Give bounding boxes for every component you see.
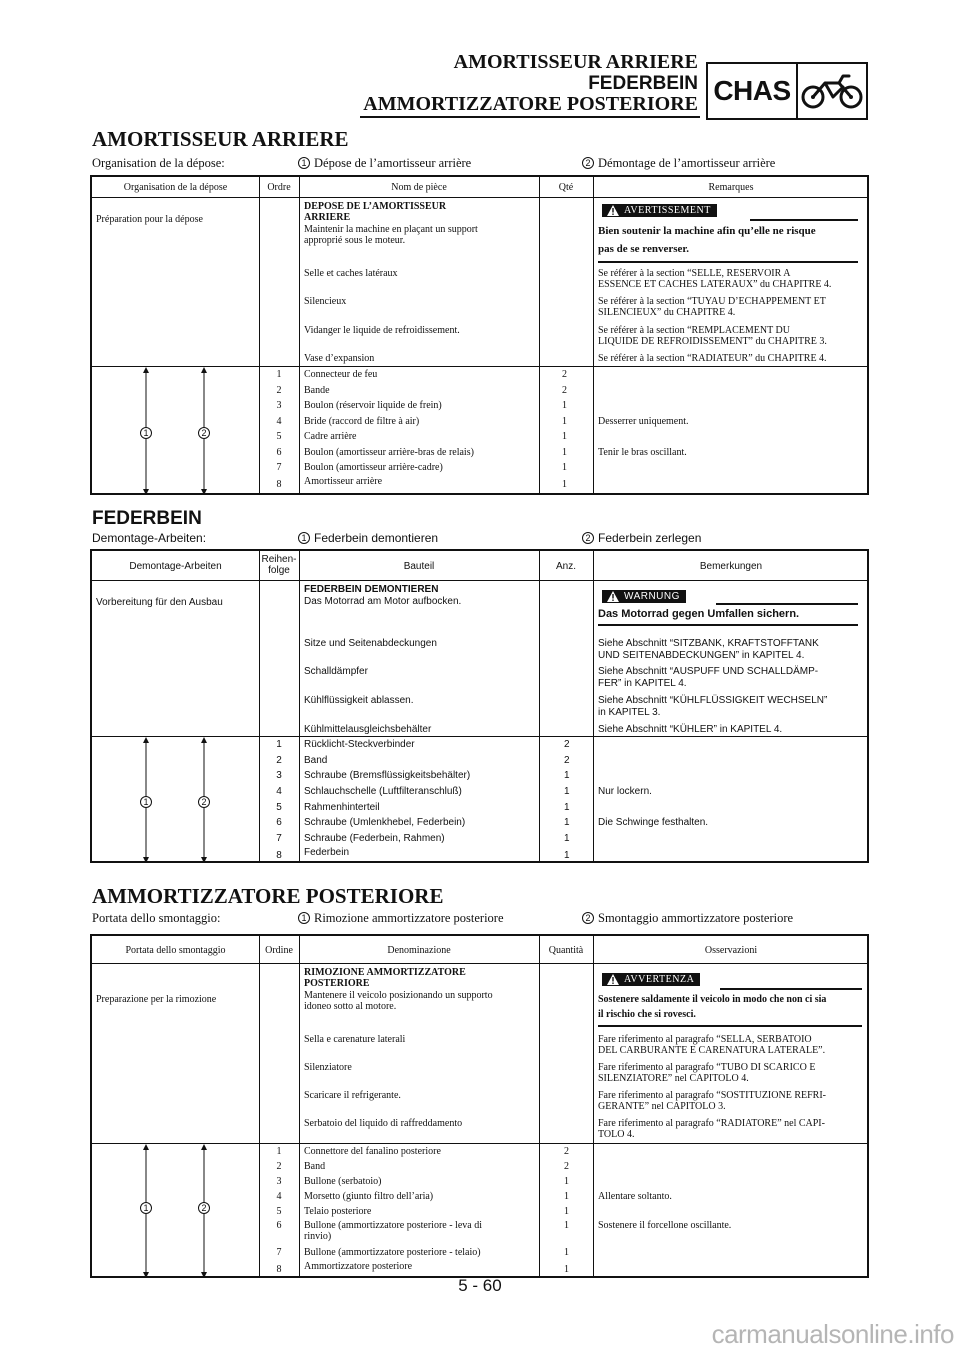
warning-text-it: Sostenere saldamente il veicolo in modo che non ci sia: [598, 994, 827, 1005]
part-name: Bullone (ammortizzatore posteriore - leva di: [304, 1220, 482, 1231]
col-header: Demontage-Arbeiten: [129, 561, 222, 572]
marker-two: 2: [198, 796, 210, 808]
part-name: Boulon (amortisseur arrière-bras de relais): [304, 447, 474, 458]
header-title-de: FEDERBEIN: [588, 73, 698, 94]
warning-text-it-2: il rischio che si rovesci.: [598, 1009, 696, 1020]
part-remark: Nur lockern.: [598, 786, 652, 797]
part-qty: 1: [564, 770, 570, 781]
section-title-de: FEDERBEIN: [92, 508, 202, 529]
col-header: Nom de pièce: [391, 182, 447, 193]
prep-remark: Se référer à la section “SELLE, RESERVOIR A: [598, 268, 791, 279]
col-header: Bauteil: [403, 561, 435, 572]
part-number: 4: [276, 416, 282, 427]
col-header: Anz.: [555, 561, 576, 572]
part-number: 6: [276, 817, 282, 828]
part-qty: 1: [562, 431, 567, 442]
header-title-it: AMMORTIZZATORE POSTERIORE: [363, 93, 698, 115]
part-remark: Tenir le bras oscillant.: [598, 447, 687, 458]
col-header: Remarques: [708, 182, 754, 193]
part-name: Boulon (amortisseur arrière-cadre): [304, 462, 443, 473]
sub-step-1-it: 1 Rimozione ammortizzatore posteriore: [298, 911, 504, 926]
page-number: 5 - 60: [458, 1276, 502, 1295]
part-qty: 1: [564, 833, 570, 844]
table-fr: [90, 175, 869, 495]
part-name: Schraube (Federbein, Rahmen): [304, 833, 445, 844]
prep-item: Vidanger le liquide de refroidissement.: [304, 325, 460, 336]
part-qty: 1: [564, 786, 570, 797]
part-qty: 1: [564, 1264, 569, 1275]
part-name: Band: [304, 755, 328, 766]
part-number: 3: [276, 400, 282, 411]
col-header: Reihen-: [261, 554, 297, 565]
prep-note-it-2: idoneo sotto al motore.: [304, 1001, 397, 1012]
part-number: 3: [276, 770, 282, 781]
marker-one: 1: [140, 1202, 152, 1214]
header-rule: [360, 116, 700, 118]
prep-title-de: FEDERBEIN DEMONTIEREN: [304, 584, 439, 595]
part-remark: Desserrer uniquement.: [598, 416, 689, 427]
part-qty: 1: [564, 817, 570, 828]
part-number: 4: [276, 786, 282, 797]
header-title-fr: AMORTISSEUR ARRIERE: [453, 51, 698, 73]
col-header: Portata dello smontaggio: [125, 945, 226, 956]
prep-item: Silencieux: [304, 296, 347, 307]
part-name: Bullone (ammortizzatore posteriore - telaio): [304, 1247, 481, 1258]
warning-text-fr-2: pas de se renverser.: [598, 243, 690, 255]
part-number: 5: [276, 1206, 282, 1217]
marker-one: 1: [140, 796, 152, 808]
part-number: 8: [276, 479, 282, 490]
part-number: 8: [276, 850, 282, 861]
part-qty: 1: [564, 1176, 569, 1187]
warning-text-de: Das Motorrad gegen Umfallen sichern.: [598, 608, 800, 620]
part-number: 3: [276, 1176, 282, 1187]
prep-item: Scaricare il refrigerante.: [304, 1090, 401, 1101]
prep-note-fr: Maintenir la machine en plaçant un support: [304, 224, 478, 235]
part-name: Bride (raccord de filtre à air): [304, 416, 420, 427]
part-qty: 2: [562, 369, 567, 380]
prep-item: Schalldämpfer: [304, 666, 368, 677]
prep-remark: Siehe Abschnitt “AUSPUFF UND SCHALLDÄMP-: [598, 666, 819, 677]
prep-remark: GERANTE” nel CAPITOLO 3.: [598, 1101, 726, 1112]
part-qty: 1: [562, 447, 567, 458]
prep-item: Selle et caches latéraux: [304, 268, 398, 279]
warning-badge-it: [602, 973, 700, 986]
part-number: 5: [276, 431, 282, 442]
part-qty: 2: [562, 385, 567, 396]
part-number: 2: [276, 1161, 282, 1172]
warning-badge-fr: [602, 204, 717, 217]
prep-label-de: Vorbereitung für den Ausbau: [96, 597, 223, 608]
prep-item: Kühlflüssigkeit ablassen.: [304, 695, 414, 706]
prep-item: Sitze und Seitenabdeckungen: [304, 638, 437, 649]
part-qty: 1: [564, 802, 570, 813]
warning-text-fr: Bien soutenir la machine afin qu’elle ne risque: [598, 225, 816, 237]
sub-label-fr: Organisation de la dépose:: [92, 156, 225, 170]
part-qty: 1: [564, 850, 570, 861]
marker-one: 1: [298, 157, 310, 169]
part-number: 8: [276, 1264, 282, 1275]
part-qty: 1: [564, 1220, 569, 1231]
prep-remark: Fare riferimento al paragrafo “SOSTITUZIONE REFRI-: [598, 1090, 826, 1101]
prep-remark: Fare riferimento al paragrafo “RADIATORE” nel CAPI-: [598, 1118, 825, 1129]
table-header-fr: [92, 177, 867, 198]
prep-remark: Siehe Abschnitt “KÜHLFLÜSSIGKEIT WECHSELN”: [598, 695, 828, 706]
prep-title-fr-2: ARRIERE: [304, 212, 351, 223]
part-name: Connecteur de feu: [304, 369, 378, 380]
prep-remark: SILENZIATORE” nel CAPITOLO 4.: [598, 1073, 749, 1084]
col-header: Organisation de la dépose: [123, 182, 228, 193]
prep-note-de: Das Motorrad am Motor aufbocken.: [304, 596, 462, 607]
prep-remark: in KAPITEL 3.: [598, 707, 661, 718]
sub-step-2-de: 2 Federbein zerlegen: [582, 531, 701, 545]
marker-two: 2: [198, 1202, 210, 1214]
part-qty: 2: [564, 1161, 569, 1172]
prep-remark: LIQUIDE DE REFROIDISSEMENT” du CHAPITRE 3.: [598, 336, 827, 347]
part-number: 7: [276, 462, 282, 473]
chapter-code: CHAS: [713, 75, 791, 106]
col-header: folge: [268, 565, 290, 576]
prep-item: Vase d’expansion: [304, 353, 375, 364]
part-number: 7: [276, 1247, 282, 1258]
part-qty: 2: [564, 1146, 569, 1157]
sub-step-1-fr: 1 Dépose de l’amortisseur arrière: [298, 156, 471, 171]
warning-label-de: WARNUNG: [624, 591, 680, 602]
part-name: Boulon (réservoir liquide de frein): [304, 400, 442, 411]
part-number: 7: [276, 833, 282, 844]
part-name: Schraube (Umlenkhebel, Federbein): [304, 817, 466, 828]
sub-step-1-de: 1 Federbein demontieren: [298, 531, 438, 545]
prep-item: Sella e carenature laterali: [304, 1034, 406, 1045]
table-de: [90, 549, 869, 863]
marker-one: 1: [298, 912, 310, 924]
part-qty: 1: [564, 1247, 569, 1258]
marker-two: 2: [582, 157, 594, 169]
part-number: 1: [276, 739, 282, 750]
sub-step-2-fr: 2 Démontage de l’amortisseur arrière: [582, 156, 775, 171]
table-header-de: [92, 551, 867, 581]
part-qty: 1: [564, 1206, 569, 1217]
part-name: Morsetto (giunto filtro dell’aria): [304, 1191, 434, 1202]
part-name: Ammortizzatore posteriore: [304, 1261, 413, 1272]
col-header: Osservazioni: [704, 945, 758, 956]
part-name: Schlauchschelle (Luftfilteranschluß): [304, 786, 462, 797]
part-number: 2: [276, 385, 282, 396]
prep-item: Silenziatore: [304, 1062, 352, 1073]
sub-label-it: Portata dello smontaggio:: [92, 911, 221, 925]
marker-one: 1: [140, 427, 152, 439]
part-name-cont: rinvio): [304, 1231, 332, 1242]
col-header: Bemerkungen: [699, 561, 763, 572]
part-name: Schraube (Bremsflüssigkeitsbehälter): [304, 770, 471, 781]
prep-remark: TOLO 4.: [598, 1129, 635, 1140]
prep-label-it: Preparazione per la rimozione: [96, 994, 217, 1005]
prep-remark: Fare riferimento al paragrafo “SELLA, SERBATOIO: [598, 1034, 812, 1045]
part-remark: Allentare soltanto.: [598, 1191, 672, 1202]
prep-remark: UND SEITENABDECKUNGEN” in KAPITEL 4.: [598, 650, 805, 661]
part-name: Rahmenhinterteil: [304, 802, 380, 813]
part-number: 1: [276, 1146, 282, 1157]
marker-two: 2: [198, 427, 210, 439]
marker-one: 1: [298, 532, 310, 544]
part-name: Cadre arrière: [304, 431, 357, 442]
prep-item: Serbatoio del liquido di raffreddamento: [304, 1118, 463, 1129]
motorcycle-icon: [796, 64, 866, 118]
part-name: Bande: [304, 385, 330, 396]
col-header: Ordre: [267, 182, 291, 193]
chapter-badge: [706, 62, 868, 120]
part-remark: Sostenere il forcellone oscillante.: [598, 1220, 732, 1231]
section-title-fr: AMORTISSEUR ARRIERE: [92, 127, 349, 151]
part-qty: 2: [564, 755, 570, 766]
part-number: 2: [276, 755, 282, 766]
part-qty: 2: [564, 739, 570, 750]
watermark-logo: carmanualsonline.info: [711, 1319, 954, 1349]
col-header: Qté: [558, 182, 574, 193]
sub-label-de: Demontage-Arbeiten:: [92, 531, 207, 545]
part-name: Bullone (serbatoio): [304, 1176, 382, 1187]
warning-badge-de: [602, 590, 686, 603]
prep-label-fr: Préparation pour la dépose: [96, 214, 203, 225]
warning-icon: [607, 974, 619, 985]
prep-title-it-2: POSTERIORE: [304, 978, 370, 989]
part-name: Federbein: [304, 847, 350, 858]
part-qty: 1: [562, 400, 567, 411]
part-qty: 1: [562, 479, 567, 490]
prep-remark: Se référer à la section “RADIATEUR” du CHAPITRE 4.: [598, 353, 827, 364]
table-header-it: [92, 936, 867, 964]
prep-title-it: RIMOZIONE AMMORTIZZATORE: [304, 967, 466, 978]
part-name: Band: [304, 1161, 326, 1172]
prep-title-fr: DEPOSE DE L’AMORTISSEUR: [304, 201, 447, 212]
part-qty: 1: [562, 416, 567, 427]
part-number: 4: [276, 1191, 282, 1202]
prep-note-fr-2: approprié sous le moteur.: [304, 235, 406, 246]
prep-remark: Fare riferimento al paragrafo “TUBO DI SCARICO E: [598, 1062, 816, 1073]
part-name: Connettore del fanalino posteriore: [304, 1146, 441, 1157]
col-header: Denominazione: [387, 945, 451, 956]
part-qty: 1: [562, 462, 567, 473]
part-number: 5: [276, 802, 282, 813]
sub-step-2-it: 2 Smontaggio ammortizzatore posteriore: [582, 911, 793, 926]
prep-remark: Se référer à la section “TUYAU D’ECHAPPEMENT ET: [598, 296, 826, 307]
page-header: [360, 52, 698, 115]
prep-remark: Siehe Abschnitt “KÜHLER” in KAPITEL 4.: [598, 724, 783, 735]
marker-two: 2: [582, 912, 594, 924]
prep-remark: Siehe Abschnitt “SITZBANK, KRAFTSTOFFTANK: [598, 638, 819, 649]
prep-item: Kühlmittelausgleichsbehälter: [304, 724, 432, 735]
prep-remark: SILENCIEUX” du CHAPITRE 4.: [598, 307, 736, 318]
prep-remark: DEL CARBURANTE E CARENATURA LATERALE”.: [598, 1045, 826, 1056]
warning-icon: [607, 591, 619, 602]
col-header: Ordine: [265, 945, 293, 956]
prep-remark: ESSENCE ET CACHES LATERAUX” du CHAPITRE 4.: [598, 279, 832, 290]
part-qty: 1: [564, 1191, 569, 1202]
warning-label-it: AVVERTENZA: [624, 974, 695, 985]
part-number: 6: [276, 447, 282, 458]
prep-remark: Se référer à la section “REMPLACEMENT DU: [598, 325, 790, 336]
part-remark: Die Schwinge festhalten.: [598, 817, 709, 828]
part-name: Telaio posteriore: [304, 1206, 372, 1217]
table-it: [90, 934, 869, 1278]
section-title-it: AMMORTIZZATORE POSTERIORE: [92, 884, 444, 908]
prep-remark: FER” in KAPITEL 4.: [598, 678, 687, 689]
marker-two: 2: [582, 532, 594, 544]
part-name: Amortisseur arrière: [304, 476, 383, 487]
warning-icon: [607, 205, 619, 216]
part-number: 1: [276, 369, 282, 380]
col-header: Quantità: [548, 945, 584, 956]
part-number: 6: [276, 1220, 282, 1231]
prep-note-it: Mantenere il veicolo posizionando un supporto: [304, 990, 493, 1001]
warning-label-fr: AVERTISSEMENT: [624, 205, 711, 216]
part-name: Rücklicht-Steckverbinder: [304, 739, 415, 750]
